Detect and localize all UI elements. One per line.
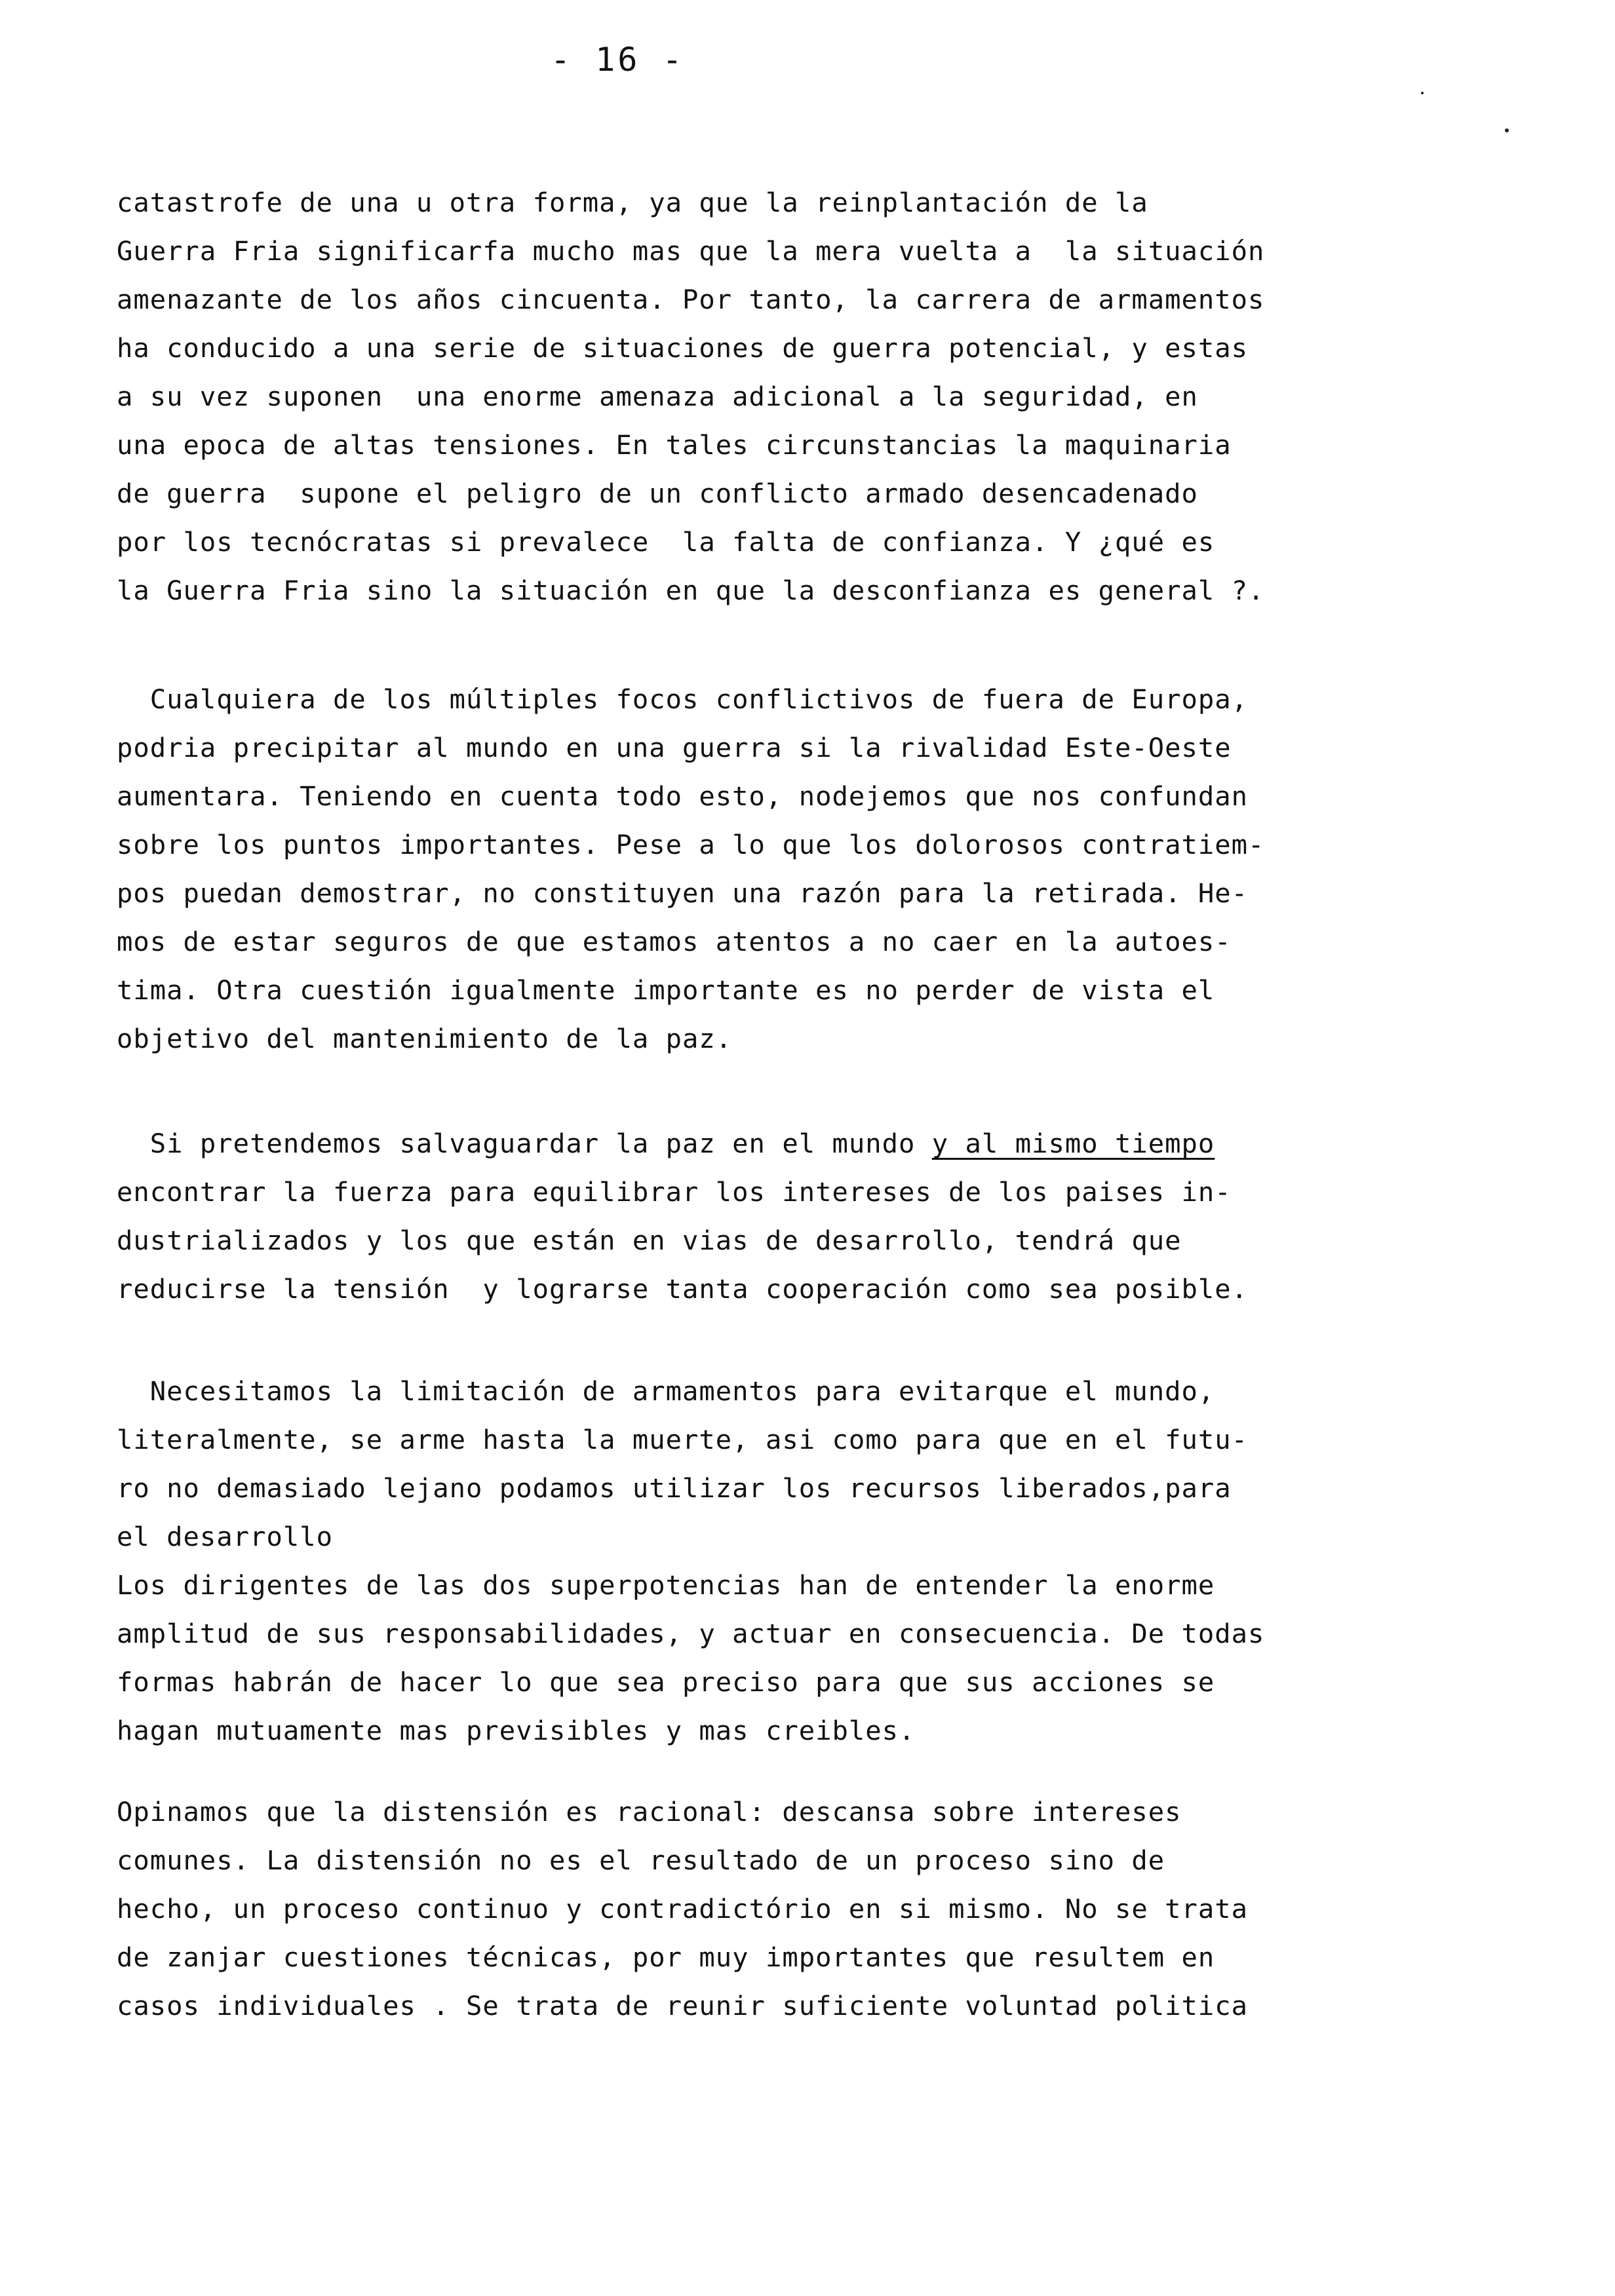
paragraph-2 [117, 675, 1264, 1063]
text-line: literalmente, se arme hasta la muerte, asi como para que en el futu- [117, 1424, 1249, 1455]
scan-speck [1421, 92, 1424, 94]
text-line: comunes. La distensión no es el resultado de un proceso sino de [117, 1845, 1165, 1876]
text-line: aumentara. Teniendo en cuenta todo esto, nodejemos que nos confundan [117, 780, 1249, 812]
text-line: catastrofe de una u otra forma, ya que la reinplantación de la [117, 187, 1148, 218]
text-line: amenazante de los años cincuenta. Por tanto, la carrera de armamentos [117, 284, 1265, 315]
text-line: amplitud de sus responsabilidades, y actuar en consecuencia. De todas [117, 1618, 1265, 1649]
text-segment: Si pretendemos salvaguardar la paz en el mundo [117, 1128, 932, 1159]
text-line: sobre los puntos importantes. Pese a lo que los dolorosos contratiem- [117, 829, 1265, 860]
text-line: Opinamos que la distensión es racional: descansa sobre intereses [117, 1796, 1182, 1827]
text-line: casos individuales . Se trata de reunir suficiente voluntad politica [117, 1990, 1249, 2021]
scan-speck [1505, 128, 1509, 132]
text-line: ha conducido a una serie de situaciones de guerra potencial, y estas [117, 332, 1249, 364]
page-number: - 16 - [551, 41, 685, 79]
text-line: el desarrollo [117, 1521, 333, 1552]
text-line: pos puedan demostrar, no constituyen una razón para la retirada. He- [117, 877, 1249, 909]
text-line: Cualquiera de los múltiples focos conflictivos de fuera de Europa, [117, 683, 1249, 715]
text-line: Guerra Fria significarfa mucho mas que la mera vuelta a la situación [117, 235, 1265, 267]
paragraph-5 [117, 1788, 1248, 2030]
text-line: hecho, un proceso continuo y contradictório en si mismo. No se trata [117, 1893, 1249, 1924]
text-line: a su vez suponen una enorme amenaza adicional a la seguridad, en [117, 381, 1198, 412]
paragraph-3 [117, 1119, 1248, 1313]
paragraph-4 [117, 1367, 1264, 1755]
paragraph-1 [117, 178, 1264, 615]
text-line: Necesitamos la limitación de armamentos para evitarque el mundo, [117, 1375, 1215, 1407]
text-line: tima. Otra cuestión igualmente importante es no perder de vista el [117, 974, 1215, 1006]
text-line: podria precipitar al mundo en una guerra si la rivalidad Este-Oeste [117, 732, 1232, 763]
text-line: la Guerra Fria sino la situación en que la desconfianza es general ?. [117, 575, 1265, 606]
text-line: por los tecnócratas si prevalece la falta de confianza. Y ¿qué es [117, 526, 1215, 558]
text-line: mos de estar seguros de que estamos atentos a no caer en la autoes- [117, 926, 1232, 957]
text-line [117, 1119, 1248, 1168]
text-line: de zanjar cuestiones técnicas, por muy importantes que resultem en [117, 1942, 1215, 1973]
text-line: formas habrán de hacer lo que sea preciso para que sus acciones se [117, 1666, 1215, 1698]
underlined-text: y al mismo tiempo [931, 1128, 1215, 1159]
text-line: hagan mutuamente mas previsibles y mas creibles. [117, 1715, 916, 1746]
text-line: de guerra supone el peligro de un conflicto armado desencadenado [117, 478, 1198, 509]
text-line: ro no demasiado lejano podamos utilizar los recursos liberados,para [117, 1472, 1232, 1504]
text-line: Los dirigentes de las dos superpotencias han de entender la enorme [117, 1569, 1215, 1601]
text-line: objetivo del mantenimiento de la paz. [117, 1023, 733, 1054]
text-line: reducirse la tensión y lograrse tanta cooperación como sea posible. [117, 1273, 1249, 1305]
text-line: encontrar la fuerza para equilibrar los intereses de los paises in- [117, 1176, 1232, 1208]
text-line: una epoca de altas tensiones. En tales circunstancias la maquinaria [117, 429, 1232, 461]
text-line: dustrializados y los que están en vias de desarrollo, tendrá que [117, 1225, 1182, 1256]
